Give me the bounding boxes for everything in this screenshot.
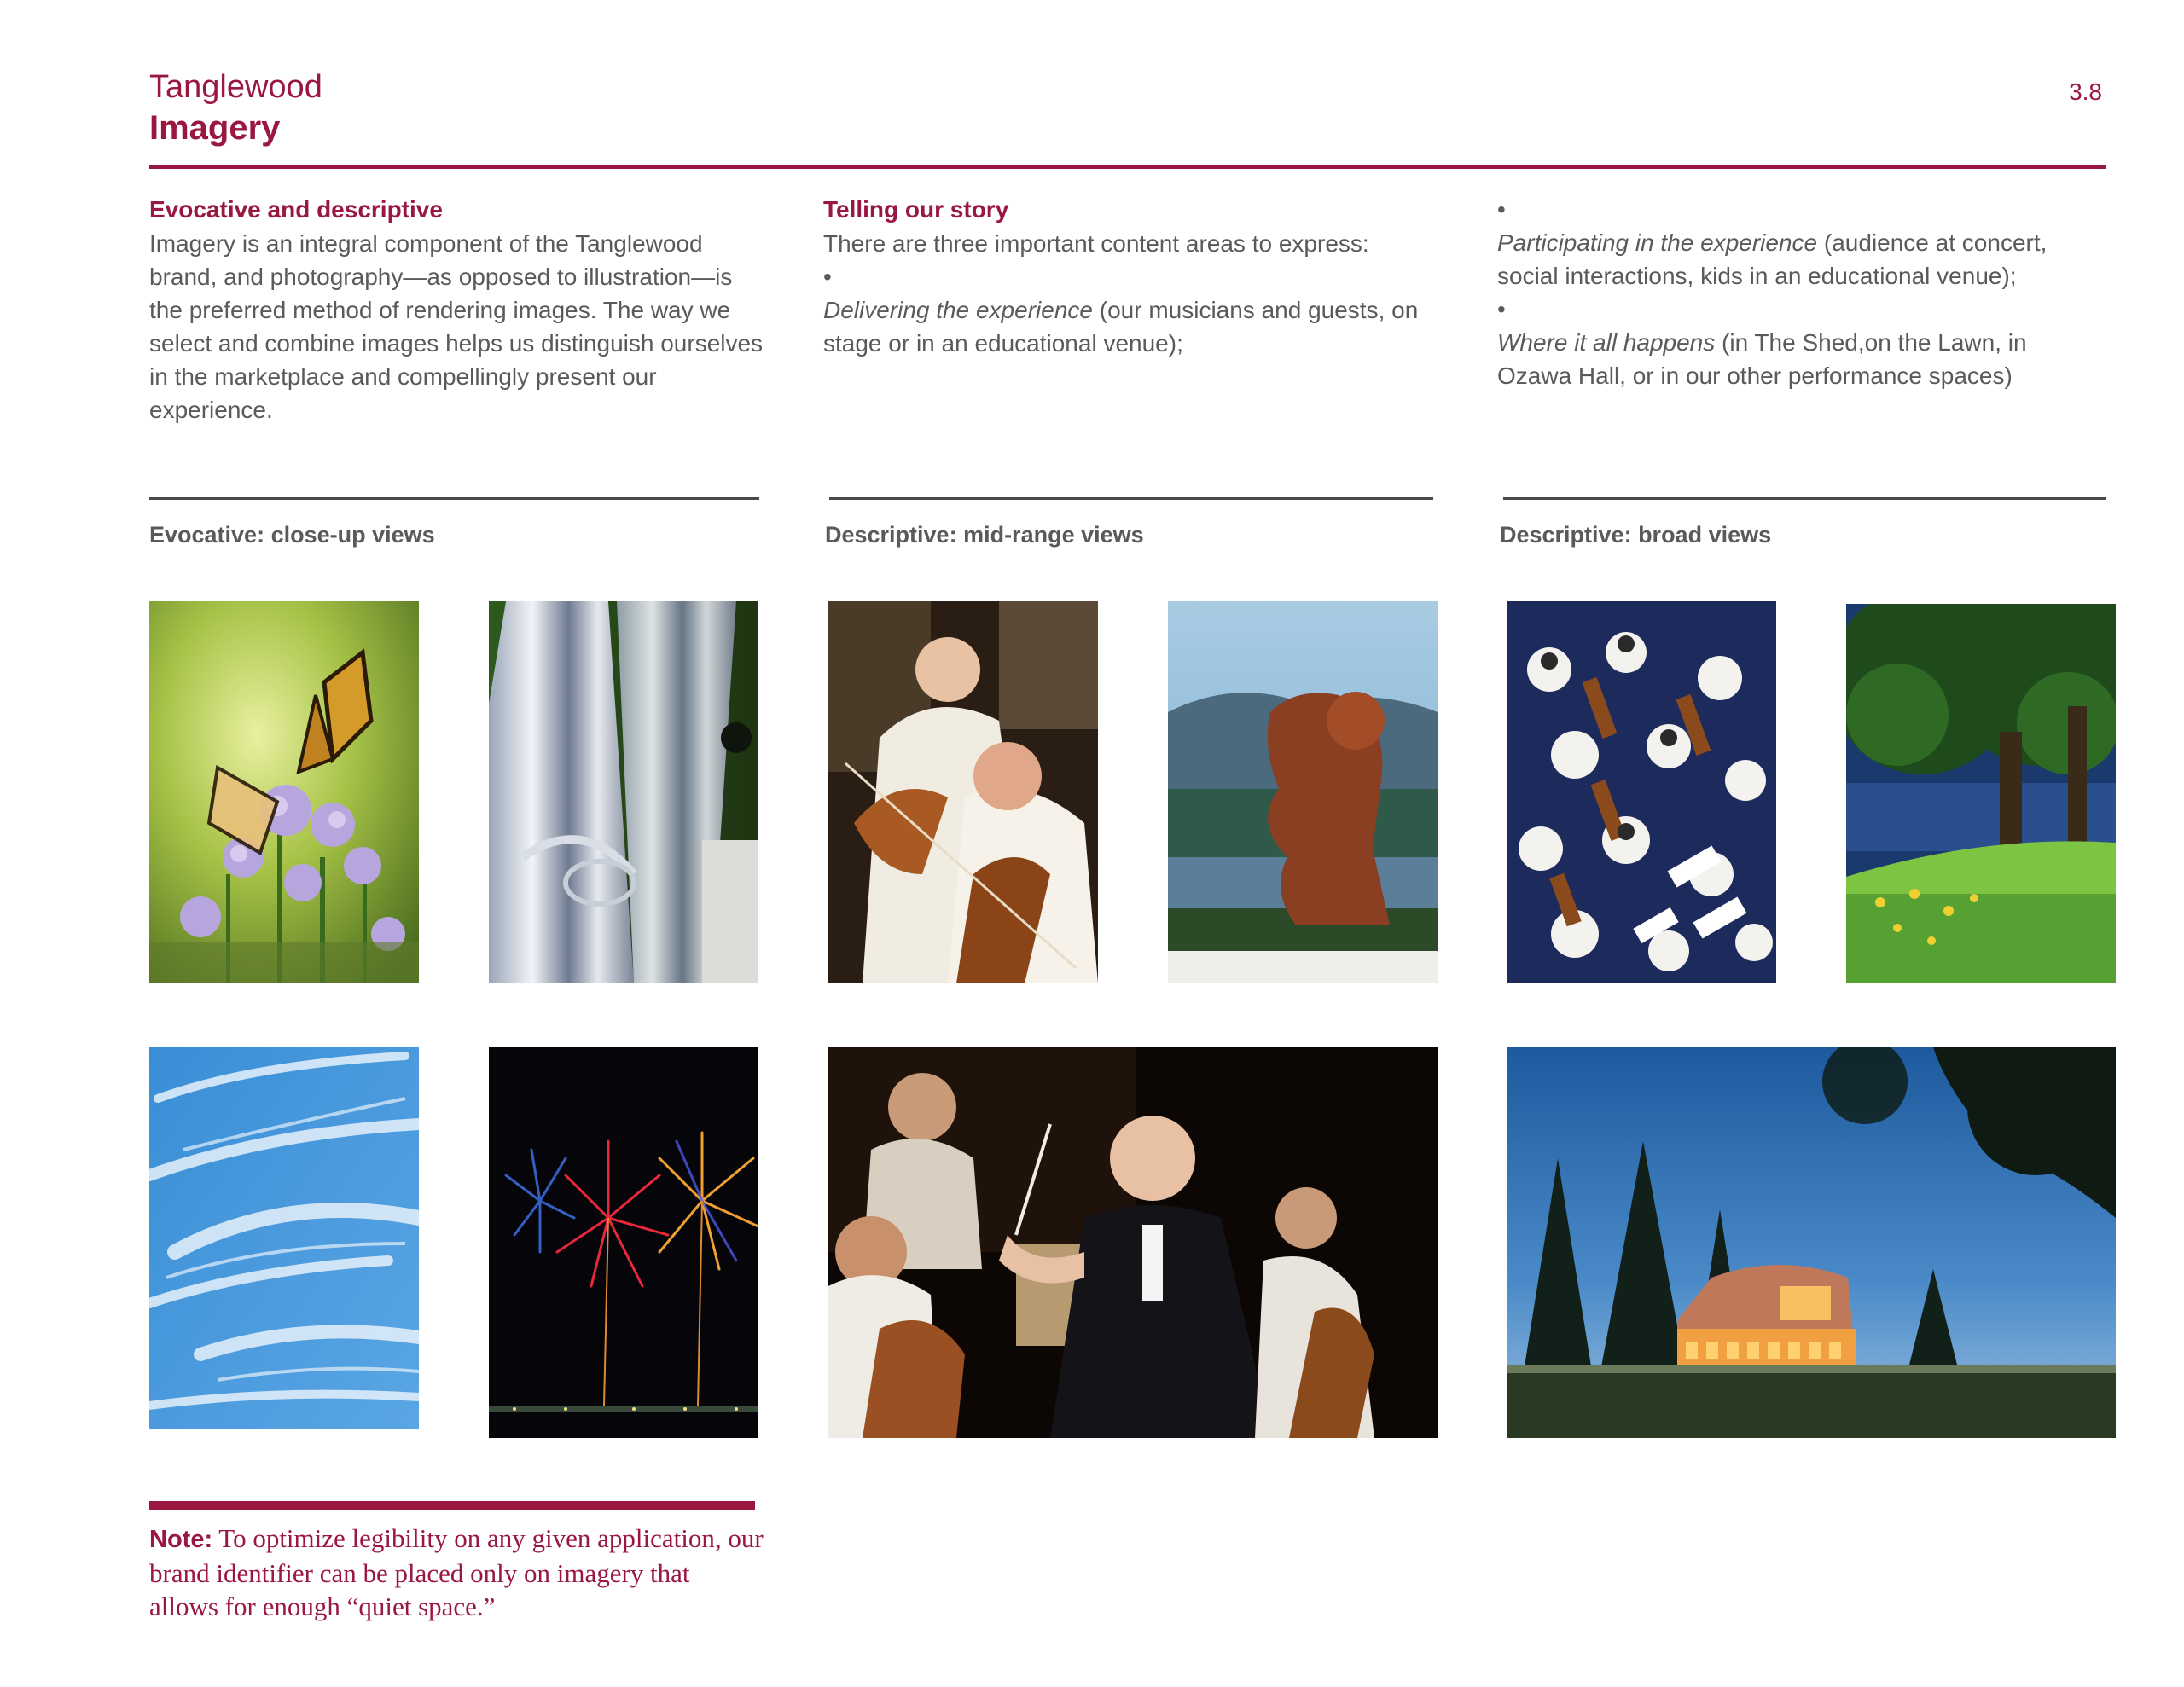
page-number: 3.8 [2069,78,2102,105]
photo-fireworks [489,1047,758,1438]
subhead-closeup: Evocative: close-up views [149,522,435,548]
brand-name: Tanglewood [149,69,322,105]
header-rule [149,165,2106,169]
note-rule [149,1501,755,1510]
bullet-marker: • [1497,296,1506,322]
bullet-marker: • [823,264,832,290]
item-detail: (in The Shed,on the Lawn, in Ozawa Hall, or in our other performance spaces) [1497,329,2027,389]
story-item-where [1497,326,2106,392]
subhead-broad: Descriptive: broad views [1500,522,1772,548]
photo-tuba [489,601,758,983]
story-column [823,193,1438,360]
photo-conductor [828,1047,1438,1438]
note-label: Note: [149,1526,213,1553]
section-title: Imagery [149,109,281,147]
intro-heading: Evocative and descriptive [149,196,443,223]
note-body: To optimize legibility on any given application, our brand identifier can be placed only on imagery that allows for enough “quiet space.” [149,1523,764,1621]
story-item-delivering [823,293,1438,360]
photo-orchestra-overhead [1507,601,1776,983]
item-emphasis: Participating in the experience [1497,229,1818,256]
intro-column [149,193,764,426]
intro-text: Imagery is an integral component of the Tanglewood brand, and photography—as opposed to illustration—is the preferred method of rendering images. The way we select and combine images helps us distinguish ourselves in the marketplace and compellingly present our experience. [149,230,764,423]
story-heading: Telling our story [823,196,1009,223]
story-column-continued [1497,193,2106,392]
photo-trees-lawn [1846,604,2116,983]
note-text-block [149,1522,764,1623]
section-rule [149,497,759,500]
photo-lion-statue [1168,601,1438,983]
photo-sky-clouds [149,1047,419,1429]
story-item-participating [1497,226,2106,293]
photo-butterflies [149,601,419,983]
section-rule [1503,497,2106,500]
subhead-midrange: Descriptive: mid-range views [825,522,1144,548]
section-rule [829,497,1433,500]
item-emphasis: Where it all happens [1497,329,1716,356]
photo-violinists [828,601,1098,983]
photo-concert-hall [1507,1047,2116,1438]
story-intro: There are three important content areas to express: [823,230,1369,257]
item-emphasis: Delivering the experience [823,297,1093,323]
item-detail: (audience at concert, social interactions, kids in an educational venue); [1497,229,2048,289]
bullet-marker: • [1497,196,1506,223]
item-detail: (our musicians and guests, on stage or in an educational venue); [823,297,1419,357]
